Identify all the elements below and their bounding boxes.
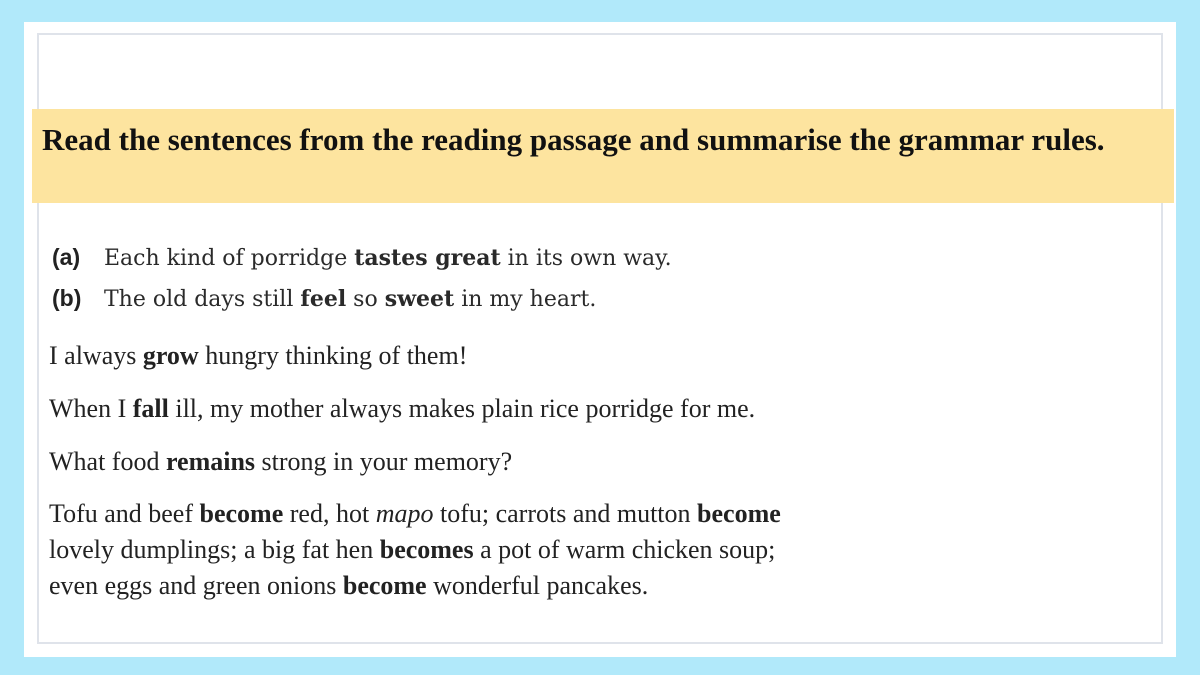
- paragraph-line-1: [49, 499, 781, 529]
- title-banner: [32, 109, 1174, 203]
- example-a-tag: (a): [52, 244, 81, 270]
- paragraph-1-italic: mapo: [375, 499, 434, 528]
- example-b-text-end: in my heart.: [454, 287, 597, 312]
- paragraph-3-text-end: wonderful pancakes.: [426, 571, 649, 600]
- sentence-2-text-end: ill, my mother always makes plain rice porridge for me.: [168, 394, 756, 423]
- example-b-text-mid: so: [346, 287, 385, 312]
- paragraph-1-verb-end: become: [697, 499, 781, 528]
- sentence-1-text-end: hungry thinking of them!: [198, 341, 468, 370]
- sentence-1-text: I always: [49, 341, 143, 370]
- example-b-tag: (b): [52, 285, 82, 311]
- paragraph-3-verb: become: [342, 571, 427, 600]
- paragraph-2-text: lovely dumplings; a big fat hen: [49, 535, 380, 564]
- sentence-2: [49, 394, 755, 424]
- example-a-highlight: tastes great: [354, 245, 501, 271]
- example-a-text: Each kind of porridge: [104, 246, 355, 271]
- paragraph-2-verb: becomes: [379, 535, 474, 564]
- sentence-3-text: What food: [49, 447, 166, 476]
- paragraph-1-text: Tofu and beef: [49, 499, 200, 528]
- sentence-3: [49, 447, 512, 477]
- paragraph-1-text-mid2: tofu; carrots and mutton: [433, 499, 698, 528]
- sentence-2-verb: fall: [132, 394, 169, 423]
- slide-title: Read the sentences from the reading passage and summarise the grammar rules.: [42, 122, 1105, 157]
- sentence-1: [49, 341, 467, 371]
- paragraph-line-3: [49, 571, 648, 601]
- example-b-text: The old days still: [104, 287, 301, 312]
- example-b-highlight-sweet: sweet: [384, 286, 455, 312]
- sentence-2-text: When I: [49, 394, 133, 423]
- paragraph-2-text-end: a pot of warm chicken soup;: [473, 535, 776, 564]
- paragraph-1-verb: become: [199, 499, 284, 528]
- sentence-3-text-end: strong in your memory?: [255, 447, 513, 476]
- example-a: [52, 244, 672, 271]
- sentence-3-verb: remains: [165, 447, 256, 476]
- example-b-highlight-feel: feel: [300, 286, 347, 312]
- paragraph-1-text-mid: red, hot: [283, 499, 376, 528]
- paragraph-3-text: even eggs and green onions: [49, 571, 343, 600]
- example-b: [52, 285, 596, 312]
- paragraph-line-2: [49, 535, 775, 565]
- example-a-text-end: in its own way.: [500, 246, 672, 271]
- sentence-1-verb: grow: [142, 341, 199, 370]
